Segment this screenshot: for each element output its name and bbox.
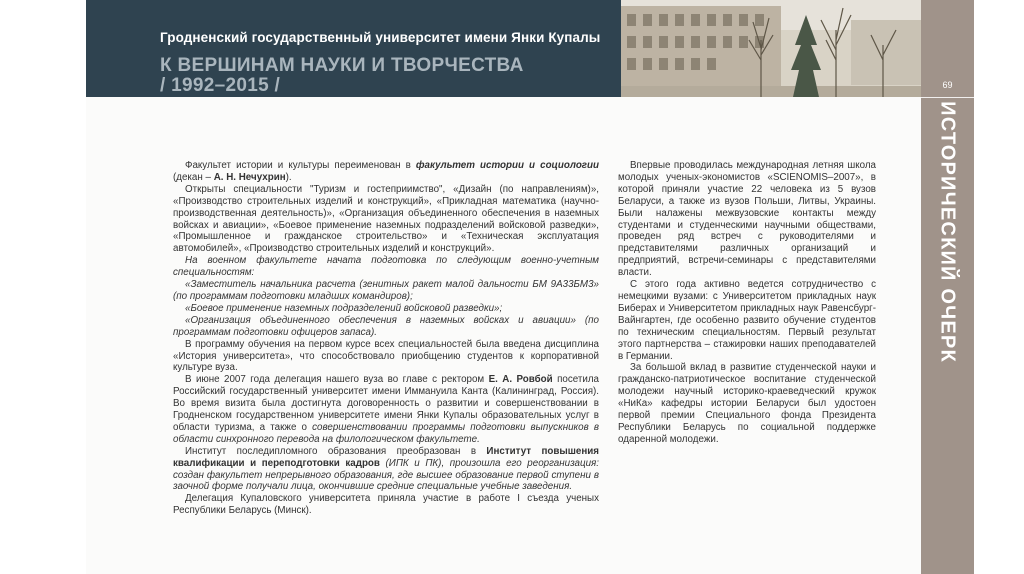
paragraph: Впервые проводилась международная летняя школа молодых ученых-экономистов «SCIENOMIS–2007», в которой приняли участие 22 человека из 5 вузов Беларуси, а также из вузов Польши, Литвы, Украины. Были налажены межвузовские контакты между студентами и студенческими научными обществами, проведен ряд встреч с руководителями и представителями различных организаций и предприятий, встречи-семинары с представителями власти. [618, 160, 876, 279]
section-label: ИСТОРИЧЕСКИЙ ОЧЕРК [936, 101, 959, 363]
institute-name: Институт повышения квалификации и переподготовки кадров [173, 445, 600, 469]
heading-line-2: / 1992–2015 / [160, 75, 281, 96]
paragraph: С этого года активно ведется сотрудничество с немецкими вузами: с Университетом прикладных наук Биберах и Университетом прикладных наук Равенсбург-Вайнгартен, где особенно развито обучение студентов по техническим специальностям. Первый результат этого партнерства – стажировки наших преподавателей в Германии. [618, 279, 876, 362]
paragraph: За большой вклад в развитие студенческой науки и гражданско-патриотическое воспитание студенческой молодежи научный историко-краеведческий кружок «НиКа» кафедры истории Беларуси был удостоен первой премии Специального фонда Президента Республики Беларусь по социальной поддержке одаренной молодежи. [618, 362, 876, 445]
paragraph: Открыты специальности "Туризм и гостеприимство", «Дизайн (по направлениям)», «Производство строительных изделий и конструкций», «Прикладная математика (научно-производственная деятельность)», «Организация объединенного обеспечения в наземных войсках и авиации», «Боевое применение наземных подразделений войсковой разведки», «Промышленное и гражданское строительство» и «Техническая эксплуатация автомобилей», «Производство строительных изделий и конструкций». [173, 183, 599, 255]
university-title: Гродненский государственный университет имени Янки Купалы [160, 30, 601, 45]
side-divider [921, 97, 974, 98]
paragraph: На военном факультете начата подготовка по следующим военно-учетным специальностям: [173, 255, 599, 279]
paragraph: «Организация объединенного обеспечения в наземных войсках и авиации» (по программам подготовки офицеров запаса). [173, 314, 599, 338]
right-text-column [618, 160, 876, 446]
paragraph: Институт последипломного образования преобразован в Институт повышения квалификации и переподготовки кадров (ИПК и ПК), произошла его реорганизация: создан факультет непрерывного образования, где высшее образование первой ступени в заочной форме получали лица, окончившие средние специальные учебные заведения. [173, 445, 600, 493]
paragraph: Делегация Купаловского университета приняла участие в работе I съезда ученых Республики Беларусь (Минск). [173, 493, 599, 517]
paragraph: В июне 2007 года делегация нашего вуза во главе с ректором Е. А. Ровбой посетила Российский государственный университет имени Иммануила Канта (Калининград, Россия). Во время визита была достигнута договоренность о развитии и совершенствовании в Гродненском государственном университете имени Янки Купалы образовательных услуг в области туризма, а также о совершенствовании программы подготовки выпускников в области синхронного перевода на филологическом факультете. [173, 374, 600, 445]
campus-photo-image [621, 0, 921, 97]
faculty-name: факультет истории и социологии [415, 160, 599, 171]
campus-photo [621, 0, 921, 97]
heading-line-1: К ВЕРШИНАМ НАУКИ И ТВОРЧЕСТВА [160, 55, 524, 76]
paragraph: В программу обучения на первом курсе всех специальностей была введена дисциплина «История университета», что способствовало приобщению студентов к корпоративной культуре вуза. [173, 338, 599, 374]
dean-name: А. Н. Нечухрин [213, 171, 286, 183]
left-text-column [173, 160, 599, 517]
paragraph: Факультет истории и культуры переименован в факультет истории и социологии (декан – А. Н. Нечухрин). [173, 160, 599, 183]
page-heading [160, 56, 524, 96]
rector-name: Е. А. Ровбой [488, 374, 553, 386]
paragraph: «Боевое применение наземных подразделений войсковой разведки»; [185, 302, 503, 314]
paragraph: «Заместитель начальника расчета (зенитных ракет малой дальности БМ 9А33БМ3» (по программам подготовки младших командиров); [173, 279, 599, 302]
page-number: 69 [942, 80, 953, 90]
